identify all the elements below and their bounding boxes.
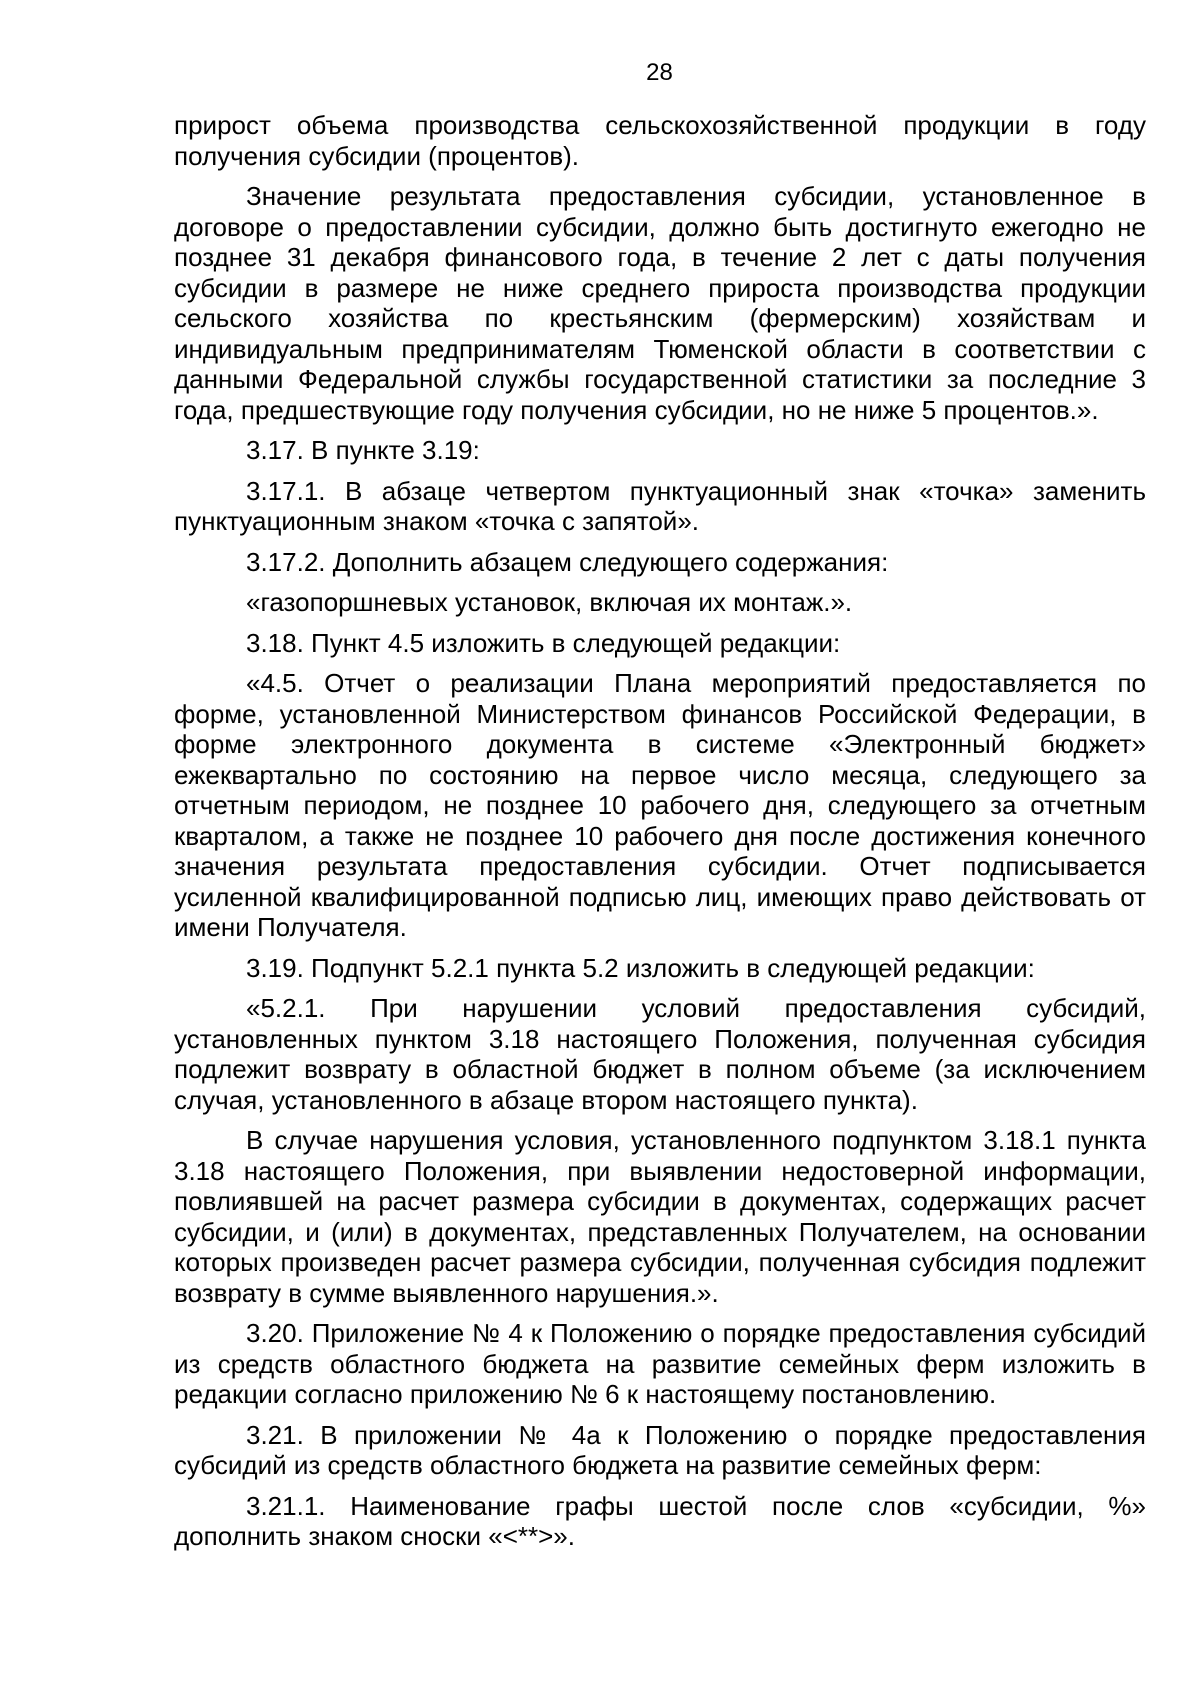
paragraph-3-17: 3.17. В пункте 3.19:	[246, 435, 480, 465]
paragraph-result-value: Значение результата предоставления субсидии, установленное в договоре о предоставлении субсидии, должно быть достигнуто ежегодно не позднее 31 декабря финансового года, в течение 2 лет с даты получения субсидии в размере не ниже среднего прироста производства продукции сельского хозяйства по крестьянским (фермерским) хозяйствам и индивидуальным предпринимателям Тюменской области в соответствии с данными Федеральной службы государственной статистики за последние 3 года, предшествующие году получения субсидии, но не ниже 5 процентов.».	[174, 181, 1146, 425]
paragraph-3-21-1: 3.21.1. Наименование графы шестой после слов «субсидии, %» дополнить знаком сноски «<**>».	[174, 1490, 1146, 1551]
paragraph-5-2-1: «5.2.1. При нарушении условий предоставления субсидий, установленных пунктом 3.18 настоящего Положения, полученная субсидия подлежит возврату в областной бюджет в полном объеме (за исключением случая, установленного в абзаце втором настоящего пункта).	[174, 993, 1146, 1115]
paragraph-violation-case: В случае нарушения условия, установленного подпунктом 3.18.1 пункта 3.18 настоящего Положения, при выявлении недостоверной информации, повлиявшей на расчет размера субсидии в документах, содержащих расчет субсидии, и (или) в документах, представленных Получателем, на основании которых произведен расчет размера субсидии, полученная субсидия подлежит возврату в сумме выявленного нарушения.».	[174, 1125, 1146, 1308]
document-body	[174, 110, 1146, 1562]
paragraph-growth-volume: прирост объема производства сельскохозяйственной продукции в году получения субсидии (процентов).	[174, 110, 1146, 171]
paragraph-3-18: 3.18. Пункт 4.5 изложить в следующей редакции:	[246, 627, 841, 658]
paragraph-3-17-2: 3.17.2. Дополнить абзацем следующего содержания:	[246, 546, 889, 577]
paragraph-3-19: 3.19. Подпункт 5.2.1 пункта 5.2 изложить в следующей редакции:	[246, 952, 1035, 983]
paragraph-gas-installations: «газопоршневых установок, включая их монтаж.».	[246, 587, 853, 617]
page-number: 28	[646, 59, 673, 86]
paragraph-3-20: 3.20. Приложение № 4 к Положению о порядке предоставления субсидий из средств областного бюджета на развитие семейных ферм изложить в редакции согласно приложению № 6 к настоящему постановлению.	[174, 1318, 1146, 1409]
paragraph-3-21: 3.21. В приложении № 4а к Положению о порядке предоставления субсидий из средств областного бюджета на развитие семейных ферм:	[174, 1419, 1146, 1480]
paragraph-4-5-report: «4.5. Отчет о реализации Плана мероприятий предоставляется по форме, установленной Министерством финансов Российской Федерации, в форме электронного документа в системе «Электронный бюджет» ежеквартально по состоянию на первое число месяца, следующего за отчетным периодом, не позднее 10 рабочего дня, следующего за отчетным кварталом, а также не позднее 10 рабочего дня после достижения конечного значения результата предоставления субсидии. Отчет подписывается усиленной квалифицированной подписью лиц, имеющих право действовать от имени Получателя.	[174, 668, 1146, 942]
paragraph-3-17-1: 3.17.1. В абзаце четвертом пунктуационный знак «точка» заменить пунктуационным знаком «точка с запятой».	[174, 475, 1146, 536]
